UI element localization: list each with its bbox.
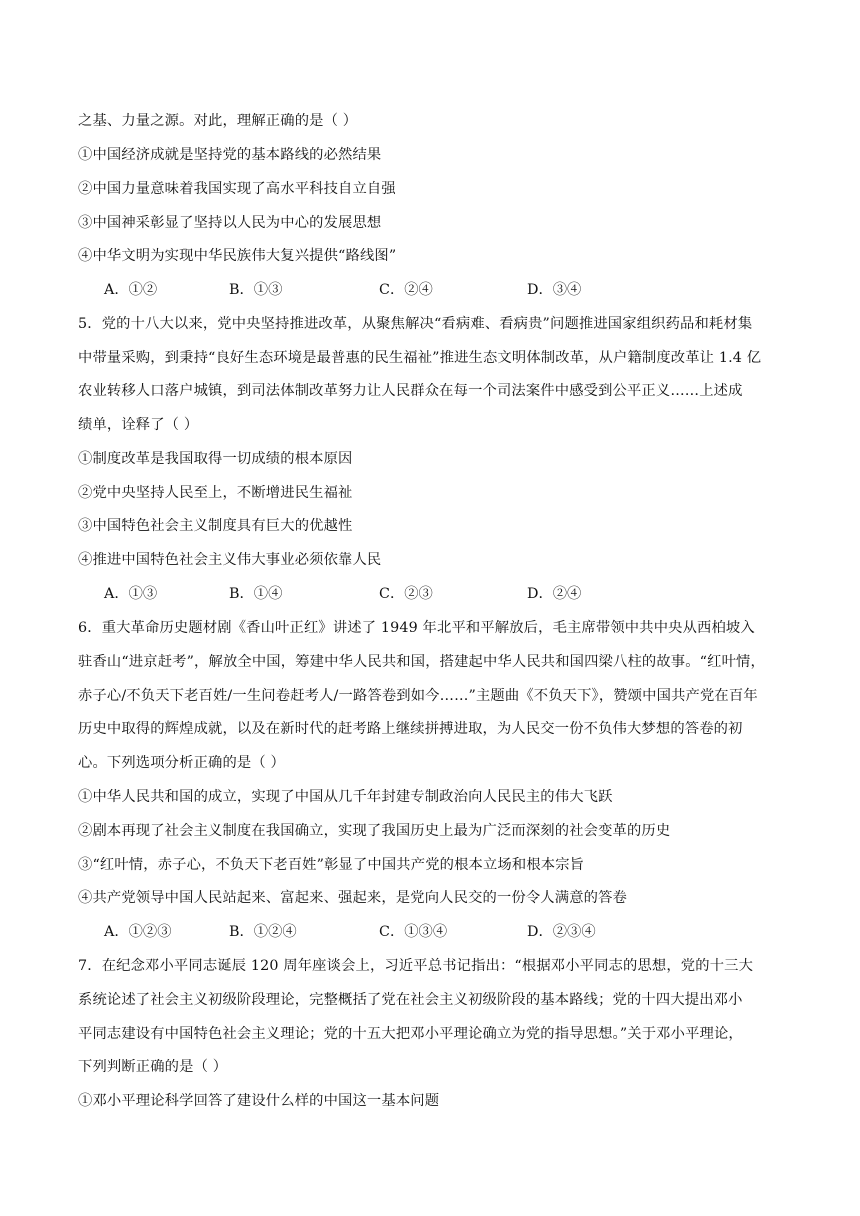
q4-stem-tail: 之基、力量之源。对此，理解正确的是（ ） <box>78 113 358 129</box>
q4-item-4: ④中华文明为实现中华民族伟大复兴提供“路线图” <box>78 248 397 264</box>
q5-stem-line-4: 绩单，诠释了（ ） <box>78 417 199 433</box>
q5-stem-line-1: 5．党的十八大以来，党中央坚持推进改革，从聚焦解决“看病难、看病贵”问题推进国家组织药品和耗材集 <box>78 316 753 332</box>
q7-stem-line-3: 平同志建设有中国特色社会主义理论；党的十五大把邓小平理论确立为党的指导思想。”关于邓小平理论， <box>78 1026 743 1042</box>
q6-option-d: D．②③④ <box>527 924 596 940</box>
q5-item-4: ④推进中国特色社会主义伟大事业必须依靠人民 <box>78 552 382 568</box>
q6-stem-line-2: 驻香山“进京赶考”，解放全中国，筹建中华人民共和国，搭建起中华人民共和国四梁八柱的故事。“红叶情， <box>78 654 765 670</box>
q5-stem-line-3: 农业转移人口落户城镇，到司法体制改革努力让人民群众在每一个司法案件中感受到公平正义……上述成 <box>78 383 743 399</box>
q7-item-1: ①邓小平理论科学回答了建设什么样的中国这一基本问题 <box>78 1093 440 1109</box>
q4-option-c: C．②④ <box>379 282 433 298</box>
q6-stem-line-4: 历史中取得的辉煌成就，以及在新时代的赶考路上继续拼搏进取，为人民交一份不负伟大梦想的答卷的初 <box>78 721 743 737</box>
q5-item-2: ②党中央坚持人民至上，不断增进民生福祉 <box>78 485 353 501</box>
q6-option-b: B．①②④ <box>229 924 297 940</box>
q5-option-c: C．②③ <box>379 586 433 602</box>
q5-stem-line-2: 中带量采购，到秉持“良好生态环境是最普惠的民生福祉”推进生态文明体制改革，从户籍制度改革让 1.4 亿 <box>78 350 762 366</box>
q5-item-3: ③中国特色社会主义制度具有巨大的优越性 <box>78 518 353 534</box>
q5-item-1: ①制度改革是我国取得一切成绩的根本原因 <box>78 451 353 467</box>
q4-item-1: ①中国经济成就是坚持党的基本路线的必然结果 <box>78 147 382 163</box>
q7-stem-line-4: 下列判断正确的是（ ） <box>78 1059 228 1075</box>
q6-stem-line-5: 心。下列选项分析正确的是（ ） <box>78 755 285 771</box>
q4-options <box>104 280 744 300</box>
q6-item-2: ②剧本再现了社会主义制度在我国确立，实现了我国历史上最为广泛而深刻的社会变革的历史 <box>78 823 671 839</box>
q4-option-d: D．③④ <box>527 282 582 298</box>
q6-item-3: ③“红叶情，赤子心，不负天下老百姓”彰显了中国共产党的根本立场和根本宗旨 <box>78 857 585 873</box>
q6-option-c: C．①③④ <box>379 924 448 940</box>
q7-stem-line-2: 系统论述了社会主义初级阶段理论，完整概括了党在社会主义初级阶段的基本路线；党的十四大提出邓小 <box>78 992 743 1008</box>
q5-option-a: A．①③ <box>104 586 158 602</box>
q6-option-a: A．①②③ <box>104 924 172 940</box>
q4-option-b: B．①③ <box>229 282 283 298</box>
q4-item-3: ③中国神采彰显了坚持以人民为中心的发展思想 <box>78 215 382 231</box>
q6-stem-line-1: 6．重大革命历史题材剧《香山叶正红》讲述了 1949 年北平和平解放后，毛主席带领中共中央从西柏坡入 <box>78 620 755 636</box>
q5-option-d: D．②④ <box>527 586 582 602</box>
q6-item-4: ④共产党领导中国人民站起来、富起来、强起来，是党向人民交的一份令人满意的答卷 <box>78 890 627 906</box>
q5-options <box>104 584 744 604</box>
q7-stem-line-1: 7．在纪念邓小平同志诞辰 120 周年座谈会上，习近平总书记指出：“根据邓小平同志的思想，党的十三大 <box>78 958 754 974</box>
q5-option-b: B．①④ <box>229 586 283 602</box>
q6-options <box>104 922 744 942</box>
q4-item-2: ②中国力量意味着我国实现了高水平科技自立自强 <box>78 181 396 197</box>
q6-item-1: ①中华人民共和国的成立，实现了中国从几千年封建专制政治向人民民主的伟大飞跃 <box>78 789 613 805</box>
q6-stem-line-3: 赤子心/不负天下老百姓/一生问卷赶考人/一路答卷到如今……”主题曲《不负天下》，赞颂中国共产党在百年 <box>78 688 758 704</box>
q4-option-a: A．①② <box>104 282 158 298</box>
